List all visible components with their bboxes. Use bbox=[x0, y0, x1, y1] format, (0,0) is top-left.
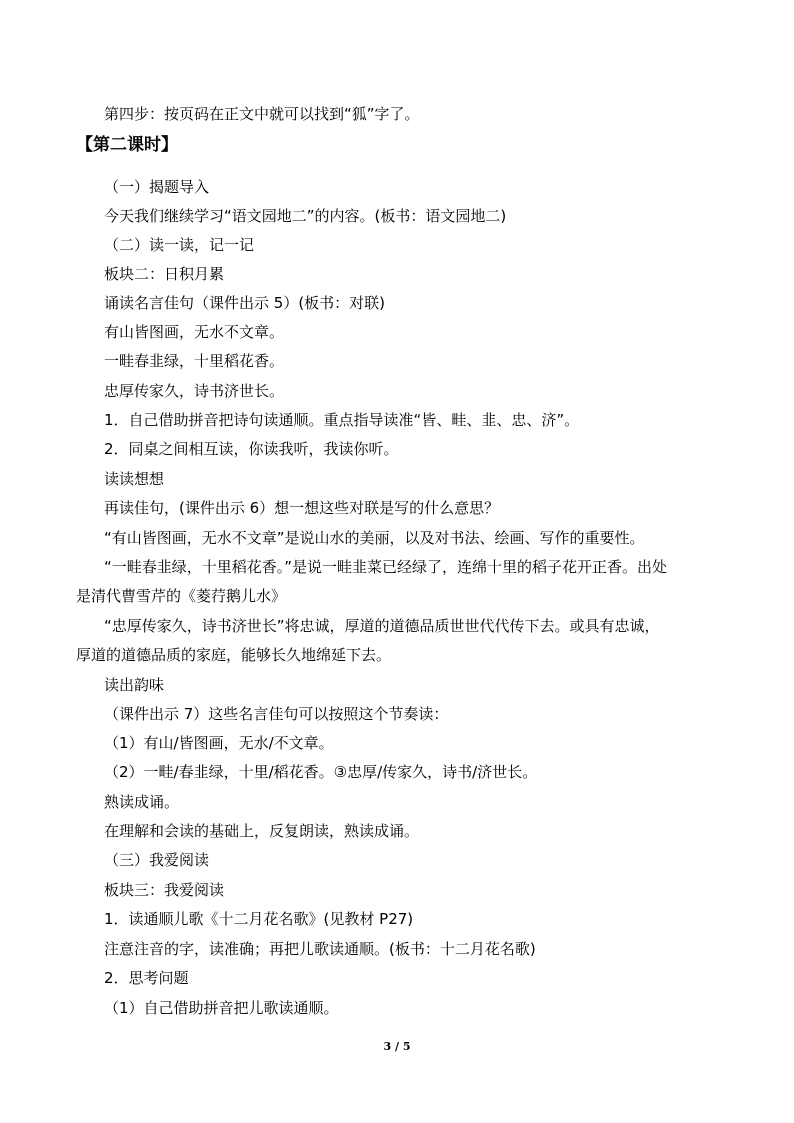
text-line: （一）揭题导入 bbox=[104, 178, 210, 196]
text-line: 2．同桌之间相互读，你读我听，我读你听。 bbox=[104, 440, 399, 458]
text-line: （二）读一读，记一记 bbox=[104, 236, 255, 254]
text-line: 是清代曹雪芹的《菱荇鹅儿水》 bbox=[76, 587, 287, 605]
text-line: 今天我们继续学习“语文园地二”的内容。(板书：语文园地二) bbox=[104, 207, 507, 225]
text-line: 读读想想 bbox=[104, 470, 165, 488]
text-line: 1．自己借助拼音把诗句读通顺。重点指导读准“皆、畦、韭、忠、济”。 bbox=[104, 411, 580, 429]
text-line: 有山皆图画，无水不文章。 bbox=[104, 323, 285, 341]
text-line: 板块二：日积月累 bbox=[104, 265, 225, 283]
text-line: （1）自己借助拼音把儿歌读通顺。 bbox=[104, 999, 339, 1017]
text-line: “忠厚传家久，诗书济世长”将忠诚，厚道的道德品质世世代代传下去。或具有忠诚， bbox=[104, 617, 660, 635]
text-line: （1）有山/皆图画，无水/不文章。 bbox=[104, 734, 334, 752]
text-line: “一畦春韭绿，十里稻花香。”是说一畦韭菜已经绿了，连绵十里的稻子花开正香。出处 bbox=[104, 558, 668, 576]
text-line: 第四步：按页码在正文中就可以找到“狐”字了。 bbox=[104, 105, 420, 123]
text-line: 注意注音的字，读准确；再把儿歌读通顺。(板书：十二月花名歌) bbox=[104, 940, 536, 958]
text-line: 一畦春韭绿，十里稻花香。 bbox=[104, 352, 285, 370]
page-number: 3 / 5 bbox=[383, 1040, 411, 1053]
text-line: 厚道的道德品质的家庭，能够长久地绵延下去。 bbox=[76, 646, 392, 664]
text-line: （2）一畦/春韭绿，十里/稻花香。③忠厚/传家久，诗书/济世长。 bbox=[104, 763, 538, 781]
section-heading: 【第二课时】 bbox=[76, 135, 178, 155]
text-line: 忠厚传家久，诗书济世长。 bbox=[104, 382, 285, 400]
text-line: （三）我爱阅读 bbox=[104, 851, 210, 869]
text-line: 板块三：我爱阅读 bbox=[104, 881, 225, 899]
text-line: 再读佳句，(课件出示 6）想一想这些对联是写的什么意思？ bbox=[104, 499, 500, 517]
text-line: （课件出示 7）这些名言佳句可以按照这个节奏读： bbox=[104, 705, 449, 723]
text-line: 诵读名言佳句（课件出示 5）(板书：对联) bbox=[104, 294, 386, 312]
text-line: 读出韵味 bbox=[104, 676, 165, 694]
text-line: 2．思考问题 bbox=[104, 969, 189, 987]
text-line: 在理解和会读的基础上，反复朗读，熟读成诵。 bbox=[104, 822, 420, 840]
text-line: 1．读通顺儿歌《十二月花名歌》(见教材 P27) bbox=[104, 910, 414, 928]
text-line: 熟读成诵。 bbox=[104, 793, 180, 811]
text-line: “有山皆图画，无水不文章”是说山水的美丽，以及对书法、绘画、写作的重要性。 bbox=[104, 529, 645, 547]
